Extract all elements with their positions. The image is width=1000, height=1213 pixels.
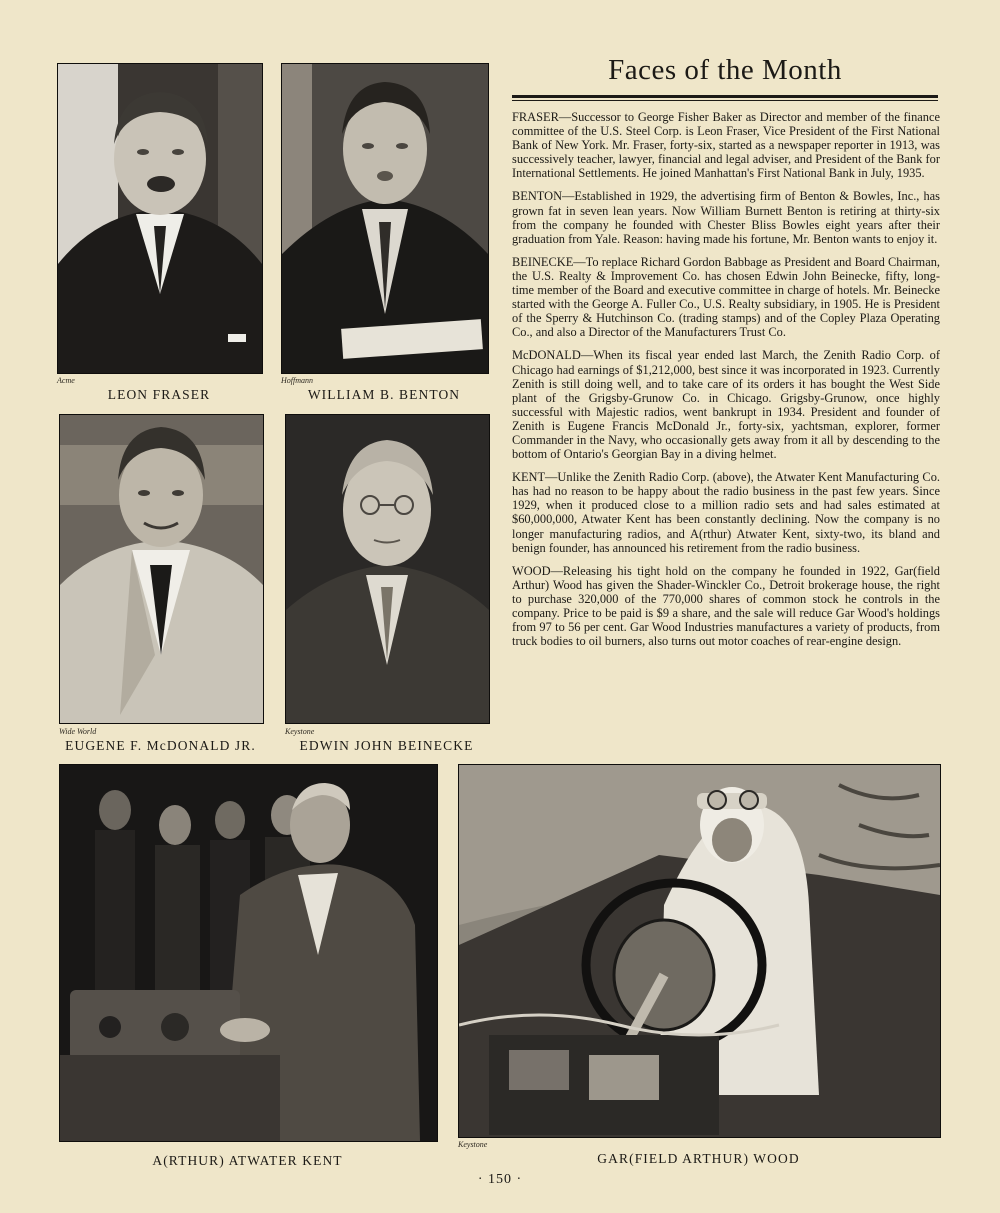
photo-caption-mcdonald: EUGENE F. McDONALD JR. (65, 738, 256, 753)
photo-edwin-beinecke (285, 414, 490, 724)
title-rule (512, 95, 938, 98)
title-rule-thin (512, 100, 938, 101)
article-column (512, 110, 940, 657)
photo-caption-kent: A(RTHUR) ATWATER KENT (152, 1153, 343, 1168)
photo-caption-benton: WILLIAM B. BENTON (307, 387, 461, 402)
photo-caption-wood: GAR(FIELD ARTHUR) WOOD (597, 1151, 800, 1166)
article-mcdonald: McDONALD—When its fiscal year ended last March, the Zenith Radio Corp. of Chicago had earnings of $1,212,000, best since it was incorporated in 1923. Currently Zenith is still doing well, and to take care of its orders it has bought the West Side plant of the Grigsby-Grunow Co. in Chicago. Grigsby-Grunow, once highly successful with Majestic radios, went bankrupt in 1934. President and founder of Zenith is Eugene Francis McDonald Jr., forty-six, yachtsman, explorer, former Commander in the Navy, who occasionally gets away from it all by descending to the bottom of Ontario's Georgian Bay in a diving helmet. (512, 348, 940, 462)
photo-credit: Keystone (458, 1140, 488, 1149)
page-title: Faces of the Month (608, 54, 842, 86)
photo-atwater-kent (59, 764, 438, 1142)
photo-credit: Acme (57, 376, 75, 385)
article-fraser: FRASER—Successor to George Fisher Baker as Director and member of the finance committee of the U.S. Steel Corp. is Leon Fraser, Vice President of the First National Bank of New York. Mr. Fraser, forty-six, started as a newspaper reporter in 1913, was successively teacher, lawyer, financial and legal adviser, and President of the Bank for International Settlements. He joined Manhattan's First National Bank in July, 1935. (512, 110, 940, 181)
article-kent: KENT—Unlike the Zenith Radio Corp. (above), the Atwater Kent Manufacturing Co. has had no reason to be happy about the radio business in the past few years. Since 1929, when it produced close to a million radio sets and had sales estimated at $60,000,000, Atwater Kent has been constantly declining. Now the company is no longer manufacturing radios, and A(rthur) Atwater Kent, sixty-two, its bland and benign founder, has announced his retirement from the radio business. (512, 470, 940, 555)
page-number: · 150 · (477, 1172, 523, 1187)
photo-william-benton (281, 63, 489, 374)
photo-credit: Wide World (59, 727, 97, 736)
photo-credit: Hoffmann (281, 376, 313, 385)
photo-leon-fraser (57, 63, 263, 374)
photo-caption-beinecke: EDWIN JOHN BEINECKE (299, 738, 474, 753)
article-wood: WOOD—Releasing his tight hold on the company he founded in 1922, Gar(field Arthur) Wood has given the Shader-Winckler Co., Detroit brokerage house, the right to purchase 320,000 of the 770,000 shares of common stock he controls in the company. Price to be paid is $9 a share, and the sale will reduce Gar Wood's holdings from 97 to 56 per cent. Gar Wood Industries manufactures a variety of products, from truck bodies to oil burners, also turns out motor coaches of rear-engine design. (512, 563, 940, 649)
photo-gar-wood (458, 764, 941, 1138)
photo-eugene-mcdonald (59, 414, 264, 724)
photo-caption-fraser: LEON FRASER (107, 387, 211, 402)
article-benton: BENTON—Established in 1929, the advertising firm of Benton & Bowles, Inc., has grown fat in seven lean years. Now William Burnett Benton is retiring at thirty-six from the company he founded with Chester Bliss Bowles eight years after their graduation from Yale. Reason: having made his fortune, Mr. Benton wants to enjoy it. (512, 189, 940, 246)
photo-credit: Keystone (285, 727, 315, 736)
article-beinecke: BEINECKE—To replace Richard Gordon Babbage as President and Board Chairman, the U.S. Realty & Improvement Co. has chosen Edwin John Beinecke, fifty, long-time member of the Board and executive committee in charge of hotels. Mr. Beinecke started with the George A. Fuller Co., U.S. Realty subsidiary, in 1905. He is President of the Sperry & Hutchinson Co. (trading stamps) and of the Copley Plaza Operating Co., and also a Director of the Manufacturers Trust Co. (512, 254, 940, 340)
